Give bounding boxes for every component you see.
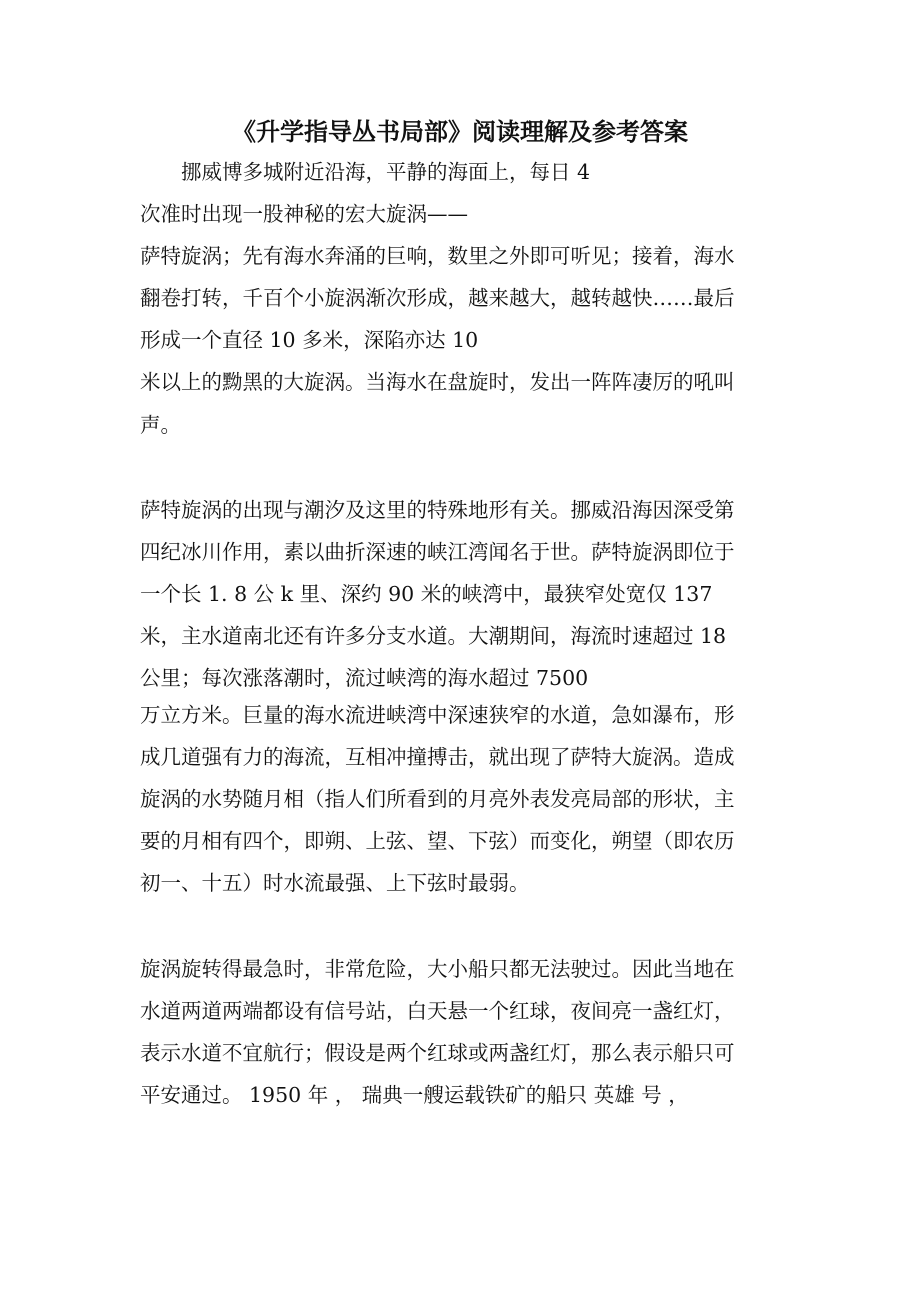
text-line: 挪威博多城附近沿海，平静的海面上，每日 4 xyxy=(140,160,591,184)
text-line: 萨特旋涡；先有海水奔涌的巨响，数里之外即可听见；接着，海水 xyxy=(140,244,735,268)
text-line: 表示水道不宜航行；假设是两个红球或两盏红灯，那么表示船只可 xyxy=(140,1041,735,1065)
document-title: 《升学指导丛书局部》阅读理解及参考答案 xyxy=(232,118,688,146)
text-line: 米以上的黝黑的大旋涡。当海水在盘旋时，发出一阵阵凄厉的吼叫 xyxy=(140,370,735,394)
text-line: 万立方米。巨量的海水流进峡湾中深速狭窄的水道，急如瀑布，形 xyxy=(140,703,735,727)
text-line: 翻卷打转，千百个小旋涡渐次形成，越来越大，越转越快……最后 xyxy=(140,286,735,310)
text-line: 形成一个直径 10 多米，深陷亦达 10 xyxy=(140,328,479,352)
text-line: 水道两道两端都设有信号站，白天悬一个红球，夜间亮一盏红灯， xyxy=(140,999,735,1023)
text-line: 平安通过。 1950 年 ， 瑞典一艘运载铁矿的船只 英雄 号 ， xyxy=(140,1083,689,1107)
text-line: 萨特旋涡的出现与潮汐及这里的特殊地形有关。挪威沿海因深受第 xyxy=(140,498,735,522)
text-line: 要的月相有四个，即朔、上弦、望、下弦）而变化，朔望（即农历 xyxy=(140,829,735,853)
text-line: 初一、十五）时水流最强、上下弦时最弱。 xyxy=(140,871,530,895)
text-line: 旋涡旋转得最急时，非常危险，大小船只都无法驶过。因此当地在 xyxy=(140,957,735,981)
text-line: 米，主水道南北还有许多分支水道。大潮期间，海流时速超过 18 xyxy=(140,624,727,648)
text-line: 次准时出现一股神秘的宏大旋涡—— xyxy=(140,202,468,226)
text-line: 成几道强有力的海流，互相冲撞搏击，就出现了萨特大旋涡。造成 xyxy=(140,745,735,769)
text-line: 四纪冰川作用，素以曲折深速的峡江湾闻名于世。萨特旋涡即位于 xyxy=(140,540,735,564)
text-line: 一个长 1. 8 公 k 里、深约 90 米的峡湾中，最狭窄处宽仅 137 xyxy=(140,582,713,606)
text-line: 公里；每次涨落潮时，流过峡湾的海水超过 7500 xyxy=(140,666,589,690)
text-line: 声。 xyxy=(140,413,181,437)
text-line: 旋涡的水势随月相（指人们所看到的月亮外表发亮局部的形状，主 xyxy=(140,787,735,811)
